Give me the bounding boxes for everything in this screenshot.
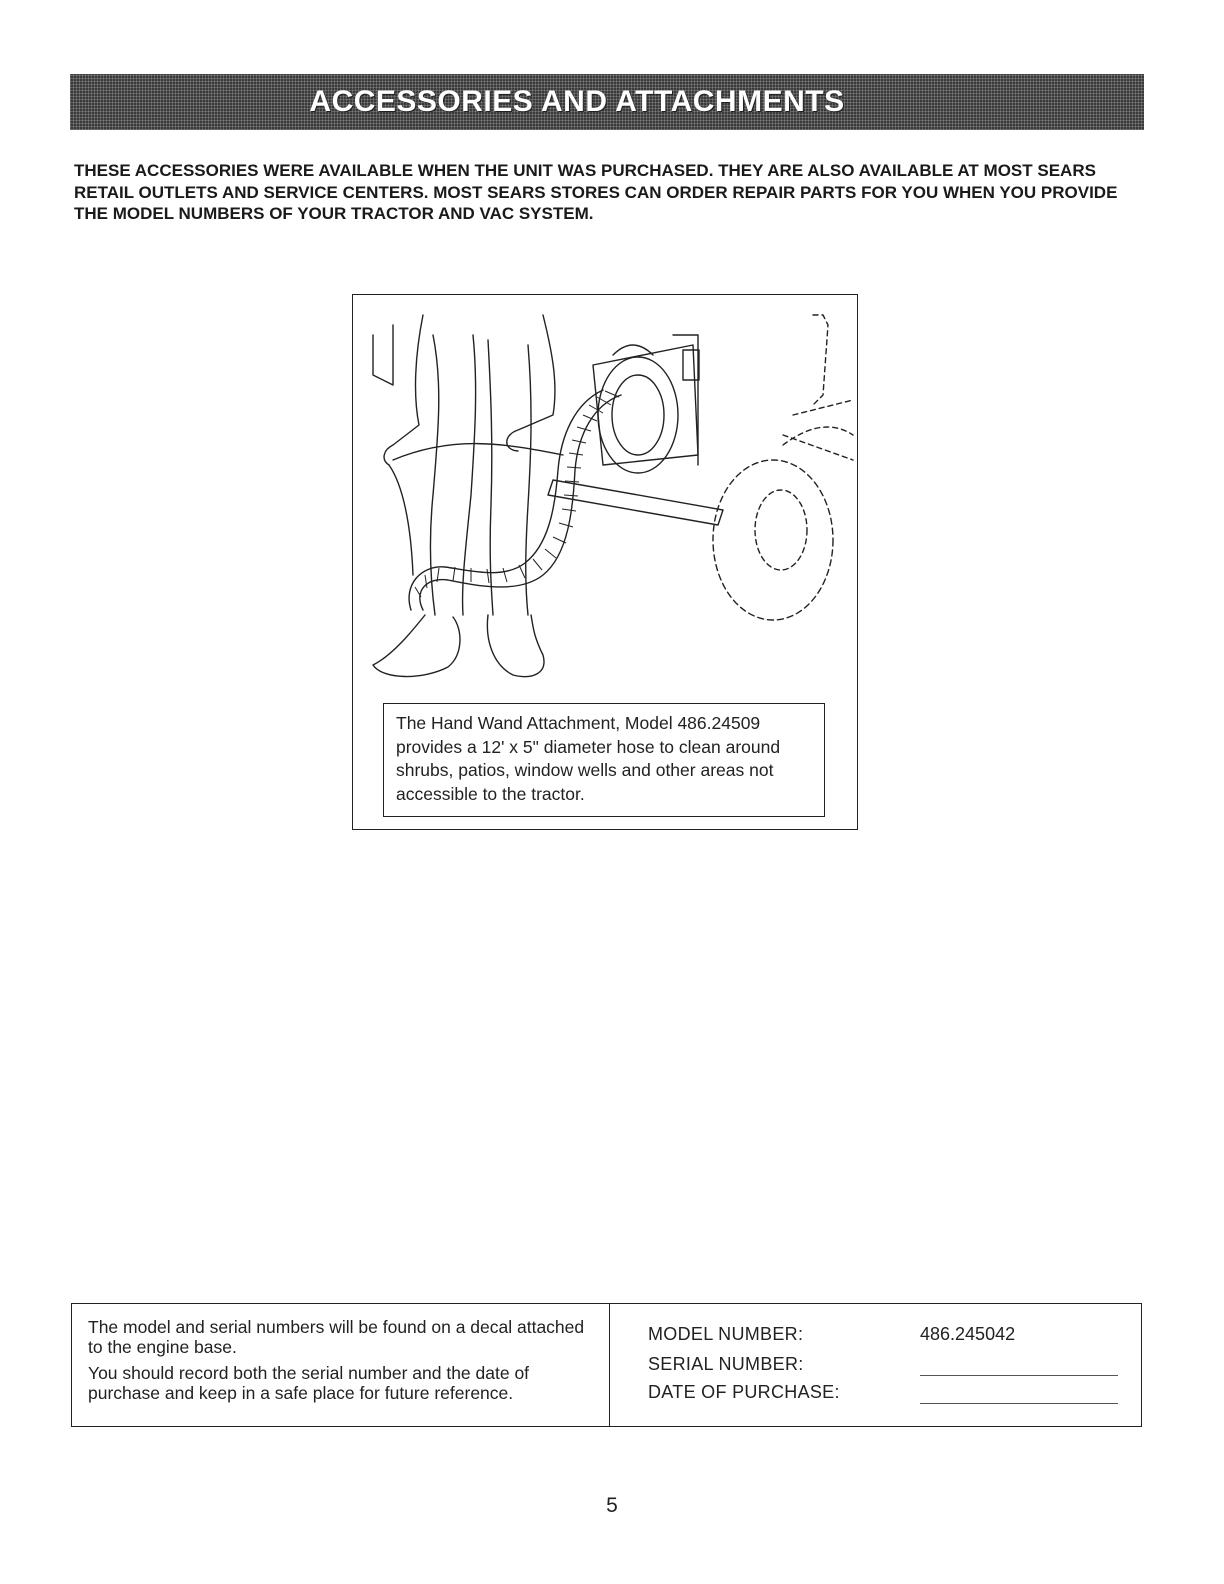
model-info-table: [71, 1303, 1142, 1427]
model-number-label: MODEL NUMBER:: [648, 1324, 804, 1344]
section-header-banner: [70, 74, 1144, 130]
model-number-row: [648, 1324, 1128, 1348]
model-number-value: 486.245042: [920, 1324, 1016, 1344]
decal-location-note: The model and serial numbers will be found on a decal attached to the engine base.: [88, 1317, 585, 1357]
page-number: 5: [606, 1494, 618, 1517]
hand-wand-illustration: [353, 295, 856, 700]
serial-number-row: [648, 1354, 1128, 1378]
date-of-purchase-label: DATE OF PURCHASE:: [648, 1382, 840, 1402]
model-info-fields: [610, 1304, 1140, 1426]
date-of-purchase-row: [648, 1382, 1128, 1406]
serial-number-label: SERIAL NUMBER:: [648, 1354, 804, 1374]
serial-number-blank-line: [920, 1375, 1118, 1376]
model-info-notes: [72, 1304, 610, 1426]
record-keeping-note: You should record both the serial number and the date of purchase and keep in a safe place for future reference.: [88, 1363, 530, 1403]
intro-paragraph: THESE ACCESSORIES WERE AVAILABLE WHEN THE UNIT WAS PURCHASED. THEY ARE ALSO AVAILABLE AT MOST SEARS RETAIL OUTLETS AND SERVICE CENTERS. MOST SEARS STORES CAN ORDER REPAIR PARTS FOR YOU WHEN YOU PROVIDE THE MODEL NUMBERS OF YOUR TRACTOR AND VAC SYSTEM.: [74, 161, 1118, 223]
hand-wand-figure: [352, 294, 858, 830]
section-title: ACCESSORIES AND ATTACHMENTS: [309, 85, 845, 118]
date-of-purchase-blank-line: [920, 1403, 1118, 1404]
figure-caption: The Hand Wand Attachment, Model 486.24509 provides a 12' x 5" diameter hose to clean around shrubs, patios, window wells and other areas not accessible to the tractor.: [383, 703, 825, 817]
